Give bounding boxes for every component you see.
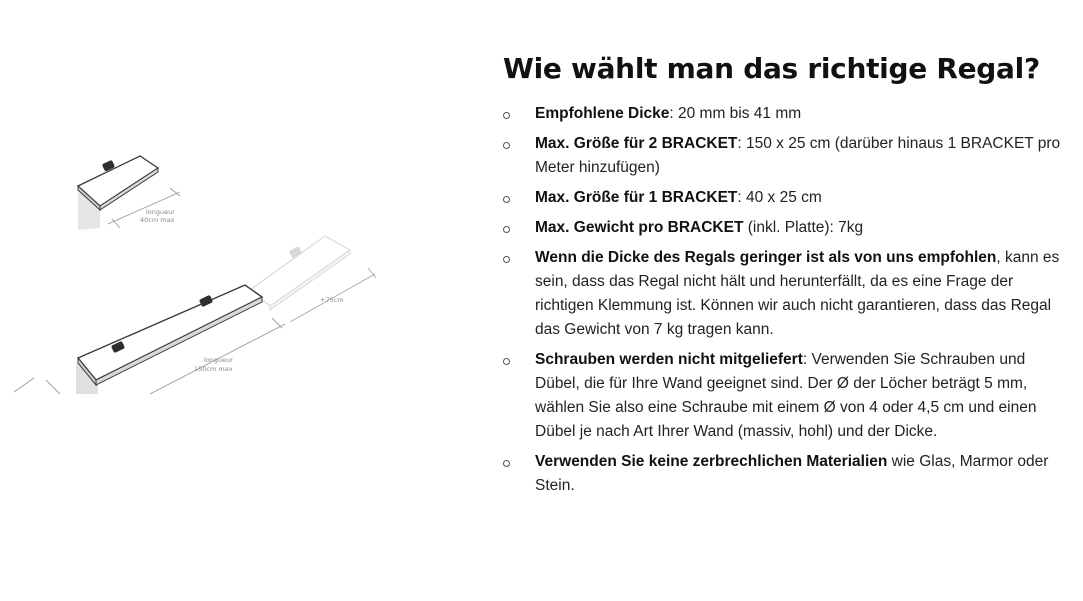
circle-bullet-icon [503,460,510,467]
extension-shelf-ghost [250,236,376,322]
page-title: Wie wählt man das richtige Regal? [503,52,1040,85]
circle-bullet-icon [503,358,510,365]
circle-bullet-icon [503,256,510,263]
list-item [503,348,1063,444]
item-text: wie Glas, Marmor oder Stein. [535,453,1049,494]
item-text: : 40 x 25 cm [737,189,822,206]
item-text: : Verwenden Sie Schrauben und Dübel, die für Ihre Wand geeignet sind. Der Ø der Löcher beträgt 5 mm, wählen Sie also eine Schraube mit einem Ø von 4 oder 4,5 cm und einen Dübel je nach Art Ihrer Wand (massiv, hohl) und der Dicke. [535,351,1037,440]
circle-bullet-icon [503,142,510,149]
large-shelf-label-2: 150cm max [194,365,233,373]
list-item [503,216,1063,240]
item-text: : 150 x 25 cm (darüber hinaus 1 BRACKET pro Meter hinzufügen) [535,135,1061,176]
list-item [503,246,1063,342]
small-shelf-label-2: 40cm max [140,216,175,224]
small-shelf-label-1: longueur [146,208,175,216]
item-heading: Empfohlene Dicke [535,105,670,122]
item-text: , kann es sein, dass das Regal nicht hält und herunterfällt, da es eine Frage der richtigen Klemmung ist. Können wir auch nicht garantieren, dass das Regal das Gewicht von 7 kg tragen kann. [535,249,1060,338]
large-shelf-drawing [14,285,285,394]
guide-list [503,102,1063,498]
list-item [503,102,1063,126]
list-item [503,450,1063,498]
item-text: : 20 mm bis 41 mm [669,105,802,122]
shelf-illustration [0,140,400,400]
circle-bullet-icon [503,196,510,203]
item-heading: Verwenden Sie keine zerbrechlichen Materialien [535,453,888,470]
circle-bullet-icon [503,226,510,233]
item-heading: Max. Größe für 1 BRACKET [535,189,738,206]
shelf-guide-content [503,50,1063,504]
extension-label: +75cm [320,296,344,304]
item-text: (inkl. Platte): 7kg [743,219,864,236]
list-item [503,132,1063,180]
large-shelf-label-1: longueur [204,356,233,364]
list-item [503,186,1063,210]
item-heading: Max. Gewicht pro BRACKET [535,219,744,236]
item-heading: Schrauben werden nicht mitgeliefert [535,351,803,368]
item-heading: Wenn die Dicke des Regals geringer ist als von uns empfohlen [535,249,997,266]
item-heading: Max. Größe für 2 BRACKET [535,135,738,152]
small-shelf-drawing [78,156,180,230]
circle-bullet-icon [503,112,510,119]
